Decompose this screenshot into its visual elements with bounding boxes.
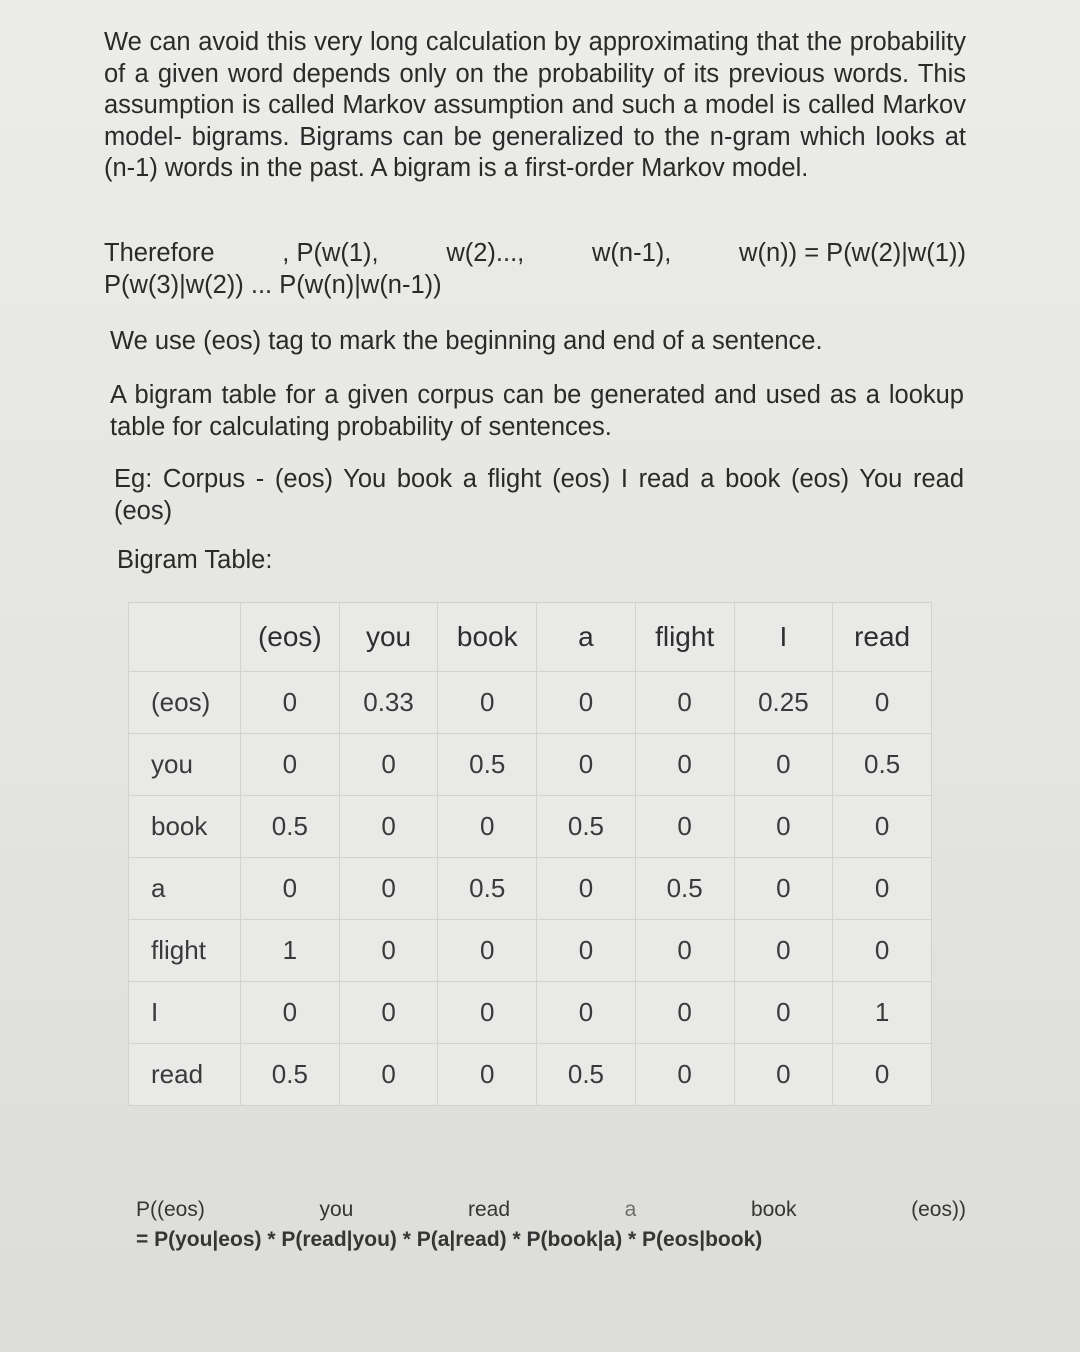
table-cell: 0 [438,982,537,1044]
row-header: flight [129,920,241,982]
therefore-term-3: w(n-1), [591,239,672,267]
row-header: book [129,796,241,858]
table-cell: 0 [537,982,636,1044]
column-header: read [833,603,932,672]
table-cell: 0 [339,734,438,796]
table-cell: 0 [734,734,833,796]
table-cell: 0.5 [537,796,636,858]
table-cell: 0 [537,734,636,796]
table-cell: 0.5 [438,858,537,920]
table-cell: 0 [438,796,537,858]
table-cell: 0 [438,672,537,734]
table-cell: 0 [438,1044,537,1106]
table-cell: 0 [833,796,932,858]
table-row [129,734,932,796]
row-header: I [129,982,241,1044]
column-header: (eos) [241,603,340,672]
table-cell: 0 [635,920,734,982]
column-header: flight [635,603,734,672]
table-cell: 0 [339,858,438,920]
lookup-note: A bigram table for a given corpus can be generated and used as a lookup table for calculating probability of sentences. [110,381,964,441]
table-row [129,1044,932,1106]
table-cell: 0 [537,672,636,734]
table-cell: 0 [833,858,932,920]
table-cell: 0 [339,796,438,858]
table-cell: 0 [833,920,932,982]
table-cell: 0 [635,672,734,734]
table-cell: 0.5 [833,734,932,796]
table-cell: 0 [438,920,537,982]
bigram-table-heading: Bigram Table: [117,546,273,574]
row-header: a [129,858,241,920]
table-cell: 0 [635,796,734,858]
table-cell: 0 [833,672,932,734]
bigram-table [128,602,932,1106]
formula-term: read [467,1198,510,1221]
table-cell: 1 [241,920,340,982]
formula-line-1 [136,1198,966,1222]
column-header: a [537,603,636,672]
table-cell: 0 [635,1044,734,1106]
formula-term: a [624,1198,637,1221]
table-cell: 0.5 [241,1044,340,1106]
table-row [129,672,932,734]
therefore-term-2: w(2)..., [446,239,525,267]
bigram-corner-cell [129,603,241,672]
therefore-line-2: P(w(3)|w(2)) ... P(w(n)|w(n-1)) [104,270,442,299]
table-cell: 0 [537,858,636,920]
bigram-header-row [129,603,932,672]
table-cell: 0 [241,982,340,1044]
table-cell: 0 [241,858,340,920]
table-cell: 0.25 [734,672,833,734]
table-row [129,920,932,982]
formula-term: book [750,1198,797,1221]
table-cell: 0.5 [635,858,734,920]
table-cell: 0 [734,920,833,982]
table-cell: 0 [241,734,340,796]
table-cell: 0 [734,982,833,1044]
column-header: book [438,603,537,672]
eos-note: We use (eos) tag to mark the beginning and end of a sentence. [110,327,823,355]
table-cell: 0 [339,1044,438,1106]
row-header: you [129,734,241,796]
therefore-term-4: w(n)) = P(w(2)|w(1)) [739,239,966,267]
row-header: read [129,1044,241,1106]
column-header: I [734,603,833,672]
table-cell: 0 [241,672,340,734]
table-cell: 1 [833,982,932,1044]
formula-term: you [319,1198,354,1221]
table-cell: 0.33 [339,672,438,734]
table-cell: 0.5 [438,734,537,796]
table-cell: 0 [339,920,438,982]
therefore-word: Therefore [104,239,215,267]
table-cell: 0 [339,982,438,1044]
table-cell: 0 [635,982,734,1044]
table-row [129,982,932,1044]
therefore-term-1: , P(w(1), [282,239,379,267]
formula-term: P((eos) [136,1198,205,1221]
table-row [129,858,932,920]
intro-paragraph: We can avoid this very long calculation by approximating that the probability of a given word depends only on the probability of its previous words. This assumption is called Markov assumption and such a model is called Markov model- bigrams. Bigrams can be generalized to the n-gram which looks at (n-1) words in the past. A bigram is a first-order Markov model. [104,28,966,182]
table-cell: 0 [833,1044,932,1106]
table-cell: 0 [537,920,636,982]
table-row [129,796,932,858]
column-header: you [339,603,438,672]
formula-line-2: = P(you|eos) * P(read|you) * P(a|read) * P(book|a) * P(eos|book) [136,1228,763,1251]
table-cell: 0 [734,1044,833,1106]
table-cell: 0 [635,734,734,796]
table-cell: 0 [734,796,833,858]
table-cell: 0 [734,858,833,920]
therefore-line-1 [104,238,966,270]
formula-term: (eos)) [911,1198,966,1221]
corpus-example: Eg: Corpus - (eos) You book a flight (eos) I read a book (eos) You read (eos) [114,465,964,525]
table-cell: 0.5 [241,796,340,858]
therefore-paragraph [104,238,966,301]
row-header: (eos) [129,672,241,734]
table-cell: 0.5 [537,1044,636,1106]
